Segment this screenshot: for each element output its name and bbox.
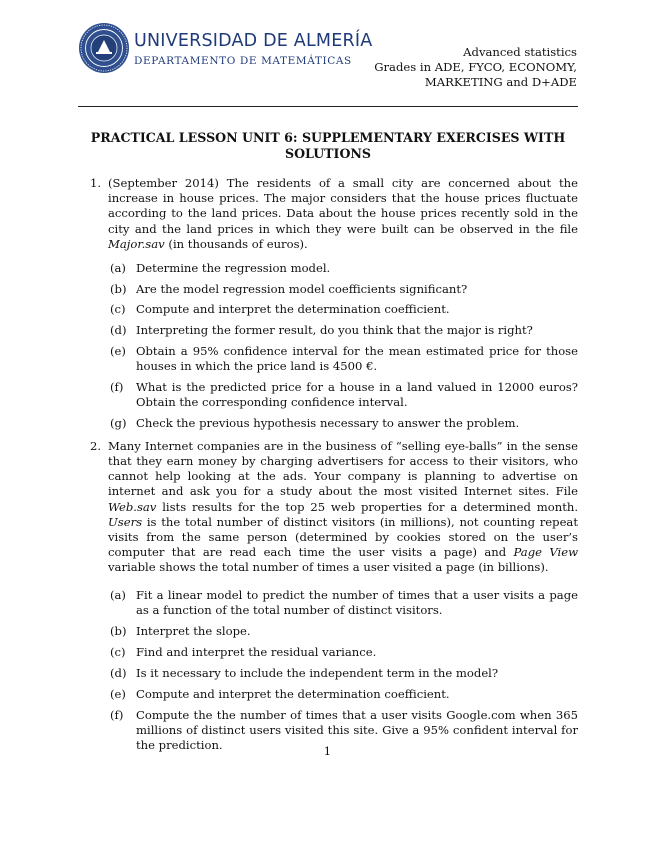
- sub-question: (g) Check the previous hypothesis necessary to answer the problem.: [110, 415, 520, 430]
- sub-question-list: [108, 588, 578, 754]
- exercise-2: [78, 439, 578, 754]
- sub-question: (e) Compute and interpret the determination coefficient.: [110, 686, 450, 701]
- course-line: MARKETING and D+ADE: [424, 75, 577, 89]
- sub-question: (a) Determine the regression model.: [110, 261, 331, 276]
- exercise-statement: (September 2014) The residents of a small city are concerned about the increase in house prices. The major considers that the house prices fluctuate according to the land prices. Data about the house prices recently sold in the city and the land prices in which they were built can be observed in the file Major.sav (in thousands of euros).: [108, 176, 578, 251]
- sub-question: (b) Are the model regression model coefficients significant?: [110, 281, 468, 296]
- department-name: DEPARTAMENTO DE MATEMÁTICAS: [134, 55, 352, 67]
- sub-question: (f) Compute the the number of times that a user visits Google.com when 365 millions of distinct users visited this site. Give a 95% confident interval for the prediction.: [110, 707, 578, 753]
- variable-name: Users: [108, 514, 143, 529]
- sub-question: (d) Is it necessary to include the independent term in the model?: [110, 665, 499, 680]
- variable-name: Page View: [513, 545, 579, 560]
- sub-question: (c) Compute and interpret the determination coefficient.: [110, 302, 450, 317]
- sub-question: (c) Find and interpret the residual variance.: [110, 644, 377, 659]
- exercise-list: [78, 176, 578, 759]
- sub-question: (a) Fit a linear model to predict the number of times that a user visits a page as a function of the total number of distinct visitors.: [110, 587, 578, 617]
- exercise-1: [78, 176, 578, 431]
- exercise-statement: Many Internet companies are in the business of “selling eye-balls” in the sense that they earn money by charging advertisers for access to their visitors, who cannot help looking at the ads. Your company is planning to advertise on internet and ask you for a study about the most visited Internet sites. File Web.sav lists results for the top 25 web properties for a determined month. Users is the total number of distinct visitors (in millions), not counting repeat visits from the same person (determined by cookies stored on the user’s computer that are read each time the user visits a page) and Page View variable shows the total number of times a user visited a page (in billions).: [108, 438, 579, 575]
- file-name: Web.sav: [108, 499, 157, 514]
- file-name: Major.sav: [108, 236, 165, 251]
- exercise-number: 1.: [90, 176, 102, 190]
- sub-question: (b) Interpret the slope.: [110, 623, 251, 638]
- exercise-number: 2.: [90, 438, 102, 453]
- sub-question: (e) Obtain a 95% confidence interval for the mean estimated price for those houses in which the price land is 4500 €.: [110, 343, 578, 374]
- course-line: Grades in ADE, FYCO, ECONOMY,: [374, 60, 577, 74]
- page-number: 1: [323, 744, 332, 758]
- university-name: UNIVERSIDAD DE ALMERÍA: [134, 31, 373, 51]
- university-seal-logo: [78, 22, 130, 74]
- sub-question-list: [108, 261, 578, 431]
- course-info: [317, 45, 577, 90]
- course-line: Advanced statistics: [463, 45, 577, 59]
- sub-question: (d) Interpreting the former result, do you think that the major is right?: [110, 323, 533, 338]
- header-divider: [78, 106, 578, 107]
- document-title: PRACTICAL LESSON UNIT 6: SUPPLEMENTARY EXERCISES WITH SOLUTIONS: [90, 130, 566, 161]
- sub-question: (f) What is the predicted price for a house in a land valued in 12000 euros? Obtain the corresponding confidence interval.: [110, 379, 578, 409]
